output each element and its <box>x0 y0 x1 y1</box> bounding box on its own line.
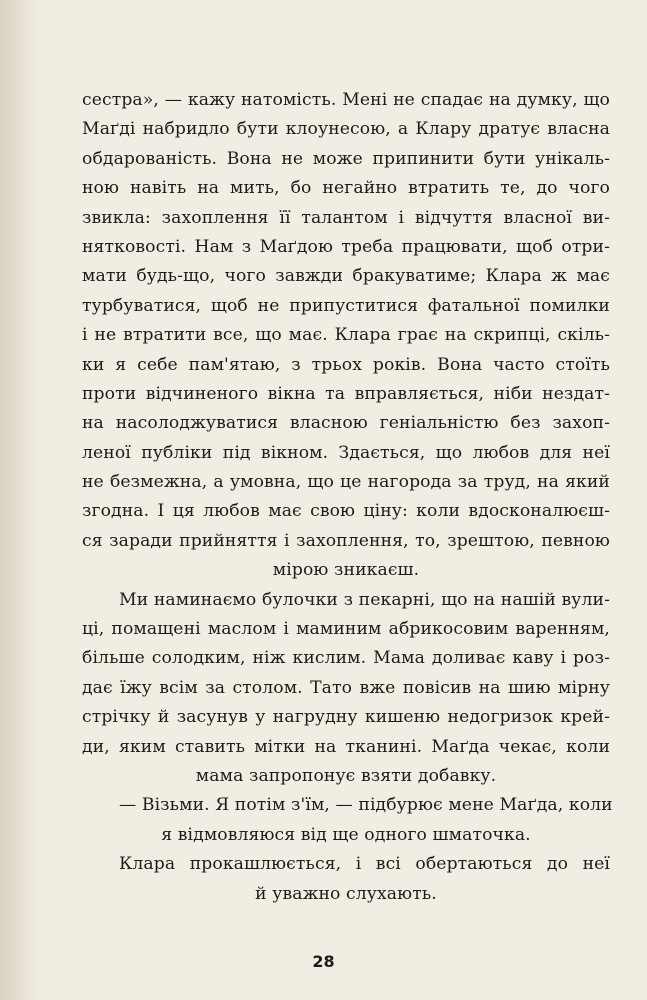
text-line: стрічку й засунув у нагрудну кишеню недогризок крей- <box>82 707 610 728</box>
text-line: на насолоджуватися власною геніальністю без захоп- <box>82 413 610 434</box>
text-line: більше солодким, ніж кислим. Мама доливає каву і роз- <box>82 648 610 669</box>
text-line: ди, яким ставить мітки на тканині. Маґда чекає, коли <box>82 736 610 757</box>
text-line: ся заради прийняття і захоплення, то, зрештою, певною <box>82 530 610 551</box>
text-line: я відмовляюся від ще одного шматочка. <box>161 824 531 845</box>
text-line: дає їжу всім за столом. Тато вже повісив на шию мірну <box>82 677 610 698</box>
text-line: ці, помащені маслом і маминим абрикосовим варенням, <box>82 619 610 640</box>
text-line: турбуватися, щоб не припуститися фатальної помилки <box>82 295 610 316</box>
text-line: обдарованість. Вона не може припинити бути унікаль- <box>82 148 610 169</box>
text-line: згодна. І ця любов має свою ціну: коли вдосконалюєш- <box>82 501 610 522</box>
text-line: леної публіки під вікном. Здається, що любов для неї <box>82 442 610 463</box>
text-line: Маґді набридло бути клоунесою, а Клару дратує власна <box>82 119 610 140</box>
text-line: мірою зникаєш. <box>272 560 420 581</box>
text-line: не безмежна, а умовна, що це нагорода за труд, на який <box>82 472 610 493</box>
text-line: ки я себе пам'ятаю, з трьох років. Вона часто стоїть <box>82 354 610 375</box>
text-line: звикла: захоплення її талантом і відчуття власної ви- <box>82 207 610 228</box>
dialogue-line: — Візьми. Я потім з'їм, — підбурює мене Маґда, коли <box>119 795 613 816</box>
text-line: й уважно слухають. <box>255 883 437 904</box>
text-line: сестра», — кажу натомість. Мені не спадає на думку, що <box>82 90 610 110</box>
paragraph-first-line: Клара прокашлюється, і всі обертаються до неї <box>119 854 610 875</box>
page-number: 28 <box>312 952 335 971</box>
text-line: ною навіть на мить, бо негайно втратить те, до чого <box>82 178 610 199</box>
text-line: проти відчиненого вікна та вправляється, ніби нездат- <box>82 383 610 404</box>
text-line: нятковості. Нам з Маґдою треба працювати, щоб отри- <box>82 236 610 257</box>
book-page-text <box>82 86 613 909</box>
text-line: і не втратити все, що має. Клара грає на скрипці, скіль- <box>82 325 610 346</box>
text-line: мати будь-що, чого завжди бракуватиме; Клара ж має <box>82 266 610 287</box>
paragraph-first-line: Ми наминаємо булочки з пекарні, що на нашій вули- <box>119 589 610 610</box>
page-binding-shadow <box>0 0 42 1000</box>
text-line: мама запропонує взяти добавку. <box>195 765 497 786</box>
